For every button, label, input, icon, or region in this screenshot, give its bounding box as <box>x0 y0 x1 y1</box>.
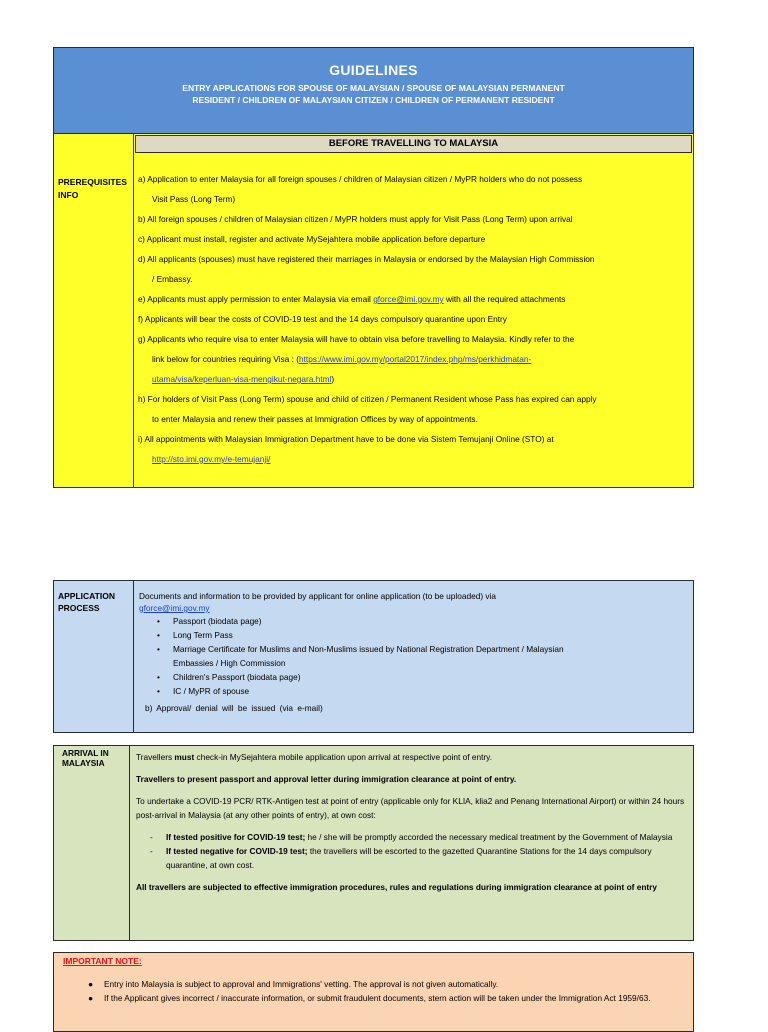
list-item: c) Applicant must install, register and activate MySejahtera mobile application before departure <box>138 234 486 244</box>
prerequisites-column <box>54 134 134 487</box>
guidelines-header <box>53 47 694 134</box>
visa-link-continued[interactable]: utama/visa/keperluan-visa-mengikut-negara.html <box>152 374 332 384</box>
positive-item: - If tested positive for COVID-19 test; he / she will be promptly accorded the necessary medical treatment by the Government of Malaysia <box>150 832 673 842</box>
important-note-section <box>53 952 694 1032</box>
bullet-icon: • <box>157 672 160 682</box>
list-item: • Passport (biodata page) <box>157 616 262 626</box>
list-item: f) Applicants will bear the costs of COVID-19 test and the 14 days compulsory quarantine upon Entry <box>138 314 507 324</box>
list-item: • Children's Passport (biodata page) <box>157 672 301 682</box>
bullet-icon: • <box>157 644 160 654</box>
list-item: ● Entry into Malaysia is subject to approval and Immigrations' vetting. The approval is not given automatically. <box>88 979 499 989</box>
application-process-label: APPLICATION PROCESS <box>58 591 115 613</box>
before-travelling-band: BEFORE TRAVELLING TO MALAYSIA <box>135 135 692 153</box>
arrival-section <box>53 745 694 941</box>
bullet-icon: • <box>157 630 160 640</box>
arrival-label: ARRIVAL IN MALAYSIA <box>62 748 109 768</box>
important-note-title: IMPORTANT NOTE: <box>63 956 142 966</box>
list-item: ● If the Applicant gives incorrect / inaccurate information, or submit fraudulent documents, stern action will be taken under the Immigration Act 1959/63. <box>88 993 651 1003</box>
before-travelling-section <box>53 134 694 488</box>
list-item: d) All applicants (spouses) must have registered their marriages in Malaysia or endorsed by the Malaysian High Commission / Embassy. <box>138 254 595 284</box>
bullet-icon: • <box>157 686 160 696</box>
page-title: GUIDELINES <box>329 62 418 78</box>
bullet-icon: ● <box>88 979 94 989</box>
list-item: i) All appointments with Malaysian Immigration Department have to be done via Sistem Temujanji Online (STO) at http://sto.imi.gov.my/e-temujanji/ <box>138 434 554 464</box>
visa-link[interactable]: https://www.imi.gov.my/portal2017/index.php/ms/perkhidmatan- <box>298 354 532 364</box>
arrival-checkin-text: Travellers must check-in MySejahtera mobile application upon arrival at respective point of entry. <box>136 752 493 762</box>
list-item: • Long Term Pass <box>157 630 233 640</box>
gforce-email-link[interactable]: gforce@imi.gov.my <box>373 294 444 304</box>
prerequisites-label: PREREQUISITES INFO <box>58 177 127 200</box>
application-process-section <box>53 580 694 733</box>
approval-text: b) Approval/ denial will be issued (via e-mail) <box>145 703 323 713</box>
list-item: g) Applicants who require visa to enter Malaysia will have to obtain visa before travelling to Malaysia. Kindly refer to the link below for countries requiring Visa : (https://www.imi.gov.my/portal2017/index.php/ms/perkhidmatan- utama/visa/keperluan-visa-mengikut-negara.html) <box>138 334 575 384</box>
bullet-icon: • <box>157 616 160 626</box>
list-item: • Marriage Certificate for Muslims and Non-Muslims issued by National Registration Department / Malaysian <box>157 644 564 654</box>
prerequisites-list <box>138 169 690 469</box>
negative-item: - If tested negative for COVID-19 test; the travellers will be escorted to the gazetted Quarantine Stations for the 14 days compulsory quarantine, at own cost. <box>150 846 652 870</box>
list-item: Embassies / High Commission <box>173 658 286 668</box>
list-item: • IC / MyPR of spouse <box>157 686 250 696</box>
sto-link[interactable]: http://sto.imi.gov.my/e-temujanji/ <box>152 454 271 464</box>
arrival-test-text: To undertake a COVID-19 PCR/ RTK-Antigen test at point of entry (applicable only for KLIA, klia2 and Penang International Airport) or within 24 hours post-arrival in Malaysia (at any other points of entry), at own cost: <box>136 796 685 820</box>
application-intro: Documents and information to be provided by applicant for online application (to be uploaded) via <box>139 591 496 601</box>
list-item: e) Applicants must apply permission to enter Malaysia via email gforce@imi.gov.my with all the required attachments <box>138 294 566 304</box>
list-item: h) For holders of Visit Pass (Long Term) spouse and child of citizen / Permanent Resident whose Pass has expired can apply to enter Malaysia and renew their passes at Immigration Offices by way of appointments. <box>138 394 597 424</box>
gforce-email-link-2[interactable]: gforce@imi.gov.my <box>139 603 210 613</box>
bullet-icon: ● <box>88 993 94 1003</box>
list-item: b) All foreign spouses / children of Malaysian citizen / MyPR holders must apply for Visit Pass (Long Term) upon arrival <box>138 214 573 224</box>
documents-list <box>139 614 689 698</box>
page-subtitle: ENTRY APPLICATIONS FOR SPOUSE OF MALAYSIAN / SPOUSE OF MALAYSIAN PERMANENT RESIDENT / CHILDREN OF MALAYSIAN CITIZEN / CHILDREN OF PERMANENT RESIDENT <box>182 83 565 105</box>
arrival-passport-text: Travellers to present passport and approval letter during immigration clearance at point of entry. <box>136 774 517 784</box>
list-item: a) Application to enter Malaysia for all foreign spouses / children of Malaysian citizen / MyPR holders who do not possess Visit Pass (Long Term) <box>138 174 583 204</box>
arrival-procedures-text: All travellers are subjected to effective immigration procedures, rules and regulations during immigration clearance at point of entry <box>136 882 657 892</box>
